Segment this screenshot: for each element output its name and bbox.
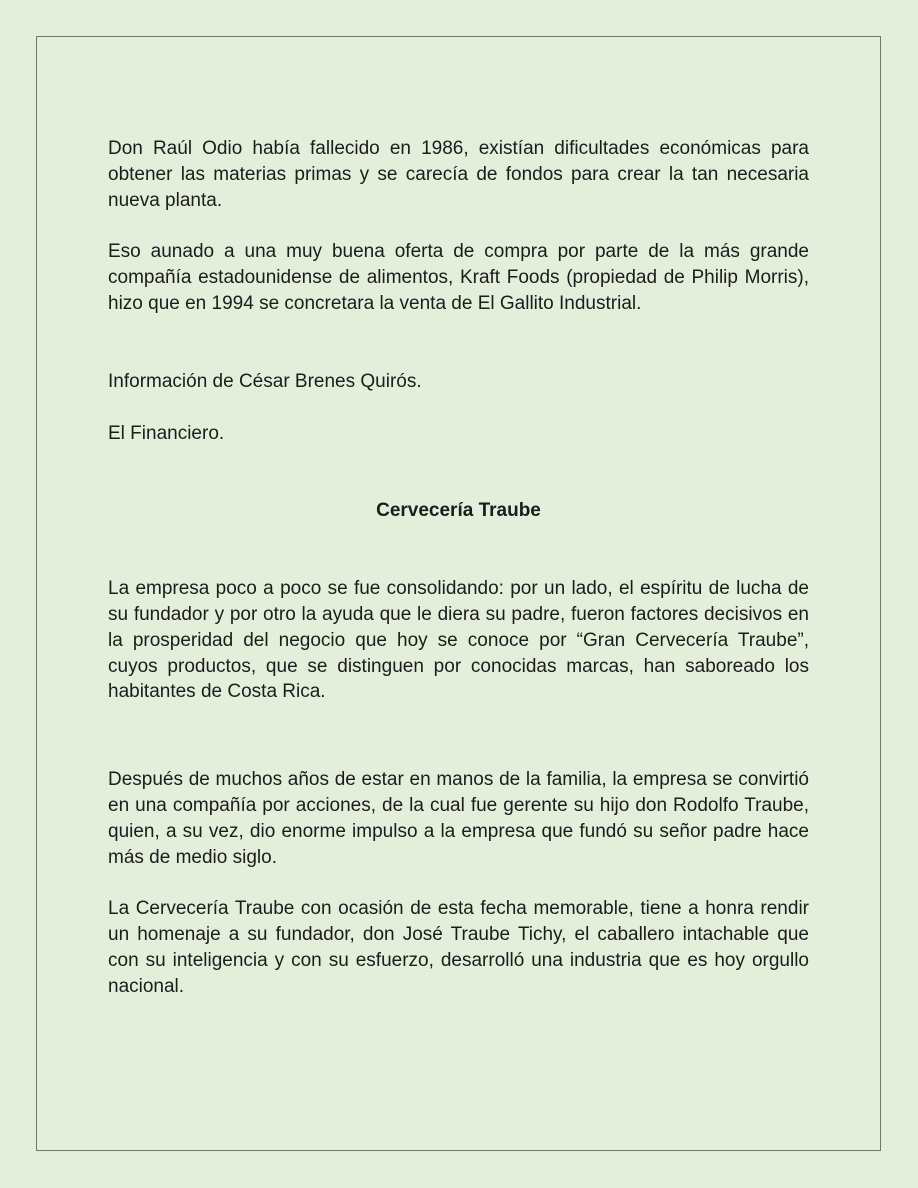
source-publication: El Financiero. bbox=[108, 422, 225, 444]
paragraph-consolidation: La empresa poco a poco se fue consolidando: por un lado, el espíritu de lucha de su fundador y por otro la ayuda que le diera su padre, fueron factores decisivos en la prosperidad del negocio que hoy se conoce por “Gran Cervecería Traube”, cuyos productos, que se distinguen por conocidas marcas, han saboreado los habitantes de Costa Rica. bbox=[108, 578, 809, 703]
paragraph-raul-odio: Don Raúl Odio había fallecido en 1986, existían dificultades económicas para obtener las materias primas y se carecía de fondos para crear la tan necesaria nueva planta. bbox=[108, 138, 809, 211]
paragraph-stock-company: Después de muchos años de estar en manos de la familia, la empresa se convirtió en una compañía por acciones, de la cual fue gerente su hijo don Rodolfo Traube, quien, a su vez, dio enorme impulso a la empresa que fundó su señor padre hace más de medio siglo. bbox=[108, 769, 809, 868]
document-body bbox=[108, 136, 809, 1000]
paragraph-kraft-foods-sale: Eso aunado a una muy buena oferta de compra por parte de la más grande compañía estadounidense de alimentos, Kraft Foods (propiedad de Philip Morris), hizo que en 1994 se concretara la venta de El Gallito Industrial. bbox=[108, 241, 809, 314]
section-title: Cervecería Traube bbox=[376, 500, 541, 522]
paragraph-homage: La Cervecería Traube con ocasión de esta fecha memorable, tiene a honra rendir un homenaje a su fundador, don José Traube Tichy, el caballero intachable que con su inteligencia y con su esfuerzo, desarrolló una industria que es hoy orgullo nacional. bbox=[108, 898, 809, 997]
source-author: Información de César Brenes Quirós. bbox=[108, 370, 422, 392]
